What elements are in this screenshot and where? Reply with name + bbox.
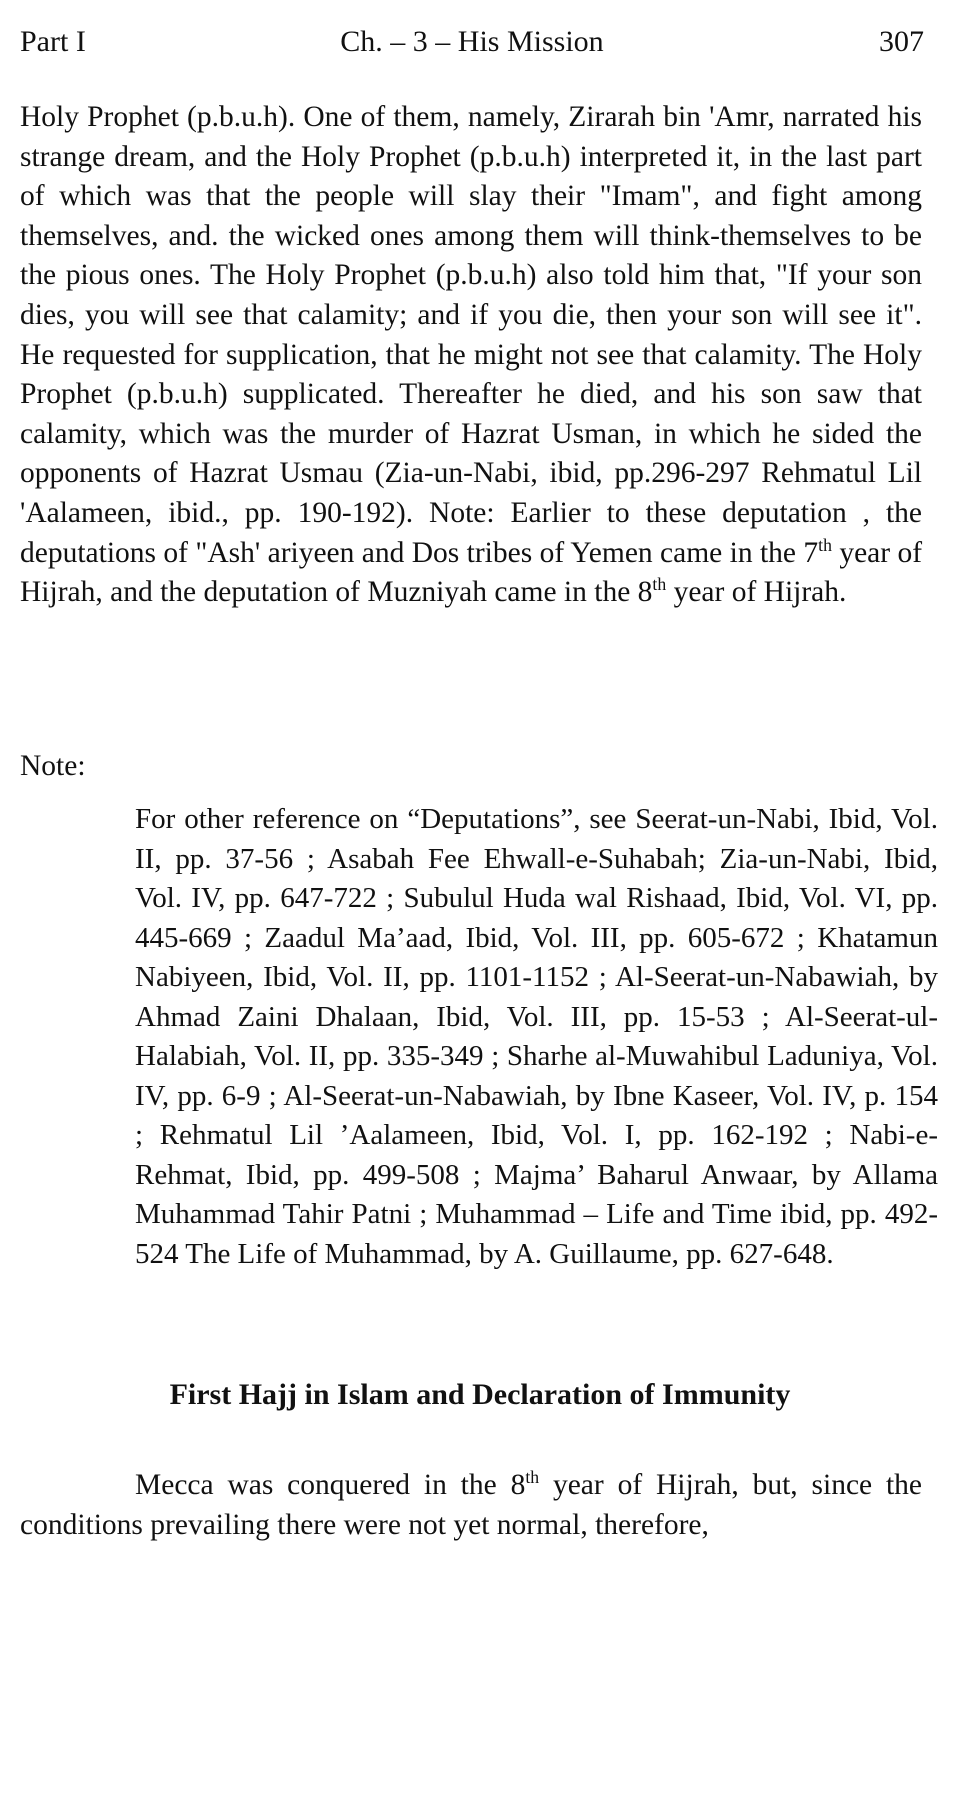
ordinal-8-suffix: th <box>652 574 667 595</box>
main-text-mid: year of Hijrah, and the deputation of Muzniyah came in the <box>20 536 923 609</box>
main-text: Holy Prophet (p.b.u.h). One of them, namely, Zirarah bin 'Amr, narrated his strange dream, and the Holy Prophet (p.b.u.h) interpreted it, in the last part of which was that the people will slay their "Imam", and fight among themselves, and. the wicked ones among them will think-themselves to be the pious ones. The Holy Prophet (p.b.u.h) also told him that, "If your son dies, you will see that calamity; and if you die, then your son will see it". He requested for supplication, that he might not see that calamity. The Holy Prophet (p.b.u.h) supplicated. Thereafter he died, and his son saw that calamity, which was the murder of Hazrat Usman, in which he sided the opponents of Hazrat Usmau (Zia-un-Nabi, ibid, pp.296-297 Rehmatul Lil 'Aalameen, ibid., pp. 190-192). Note: Earlier to these deputation , the deputations of "Ash' ariyeen and Dos tribes of Yemen came in the <box>20 101 922 569</box>
note-label: Note: <box>20 750 86 782</box>
note-references <box>135 800 938 1274</box>
section-text-start: Mecca was conquered in the <box>135 1469 497 1501</box>
section-paragraph <box>20 1465 922 1545</box>
note-text: For other reference on “Deputations”, see Seerat-un-Nabi, Ibid, Vol. II, pp. 37-56 ; Asabah Fee Ehwall-e-Suhabah; Zia-un-Nabi, Ibid, Vol. IV, pp. 647-722 ; Subulul Huda wal Rishaad, Ibid, Vol. VI, pp. 445-669 ; Zaadul Ma’aad, Ibid, Vol. III, pp. 605-672 ; Khatamun Nabiyeen, Ibid, Vol. II, pp. 1101-1152 ; Al-Seerat-un-Nabawiah, by Ahmad Zaini Dhalaan, Ibid, Vol. III, pp. 15-53 ; Al-Seerat-ul-Halabiah, Vol. II, pp. 335-349 ; Sharhe al-Muwahibul Laduniya, Vol. IV, pp. 6-9 ; Al-Seerat-un-Nabawiah, by Ibne Kaseer, Vol. IV, p. 154 ; Rehmatul Lil ’Aalameen, Ibid, Vol. I, pp. 162-192 ; Nabi-e-Rehmat, Ibid, pp. 499-508 ; Majma’ Baharul Anwaar, by Allama Muhammad Tahir Patni ; Muhammad – Life and Time ibid, pp. 492-524 The Life of Muhammad, by A. Guillaume, pp. 627-648. <box>135 803 938 1270</box>
ordinal-8: 8 <box>637 576 653 609</box>
main-paragraph <box>20 98 922 613</box>
ordinal-7: 7 <box>803 536 819 569</box>
section-ordinal-8: 8 <box>510 1469 526 1501</box>
section-heading: First Hajj in Islam and Declaration of Immunity <box>169 1378 791 1411</box>
part-label: Part I <box>20 25 86 58</box>
section-text-end: year of Hijrah, but, since the conditions prevailing there were not yet normal, therefore, <box>20 1469 923 1541</box>
ordinal-7-suffix: th <box>818 534 832 555</box>
main-text-end: year of Hijrah. <box>673 576 847 609</box>
page-header <box>20 20 924 64</box>
chapter-title: Ch. – 3 – His Mission <box>340 25 604 58</box>
section-ordinal-8-suffix: th <box>525 1467 540 1488</box>
page-number: 307 <box>879 25 924 58</box>
